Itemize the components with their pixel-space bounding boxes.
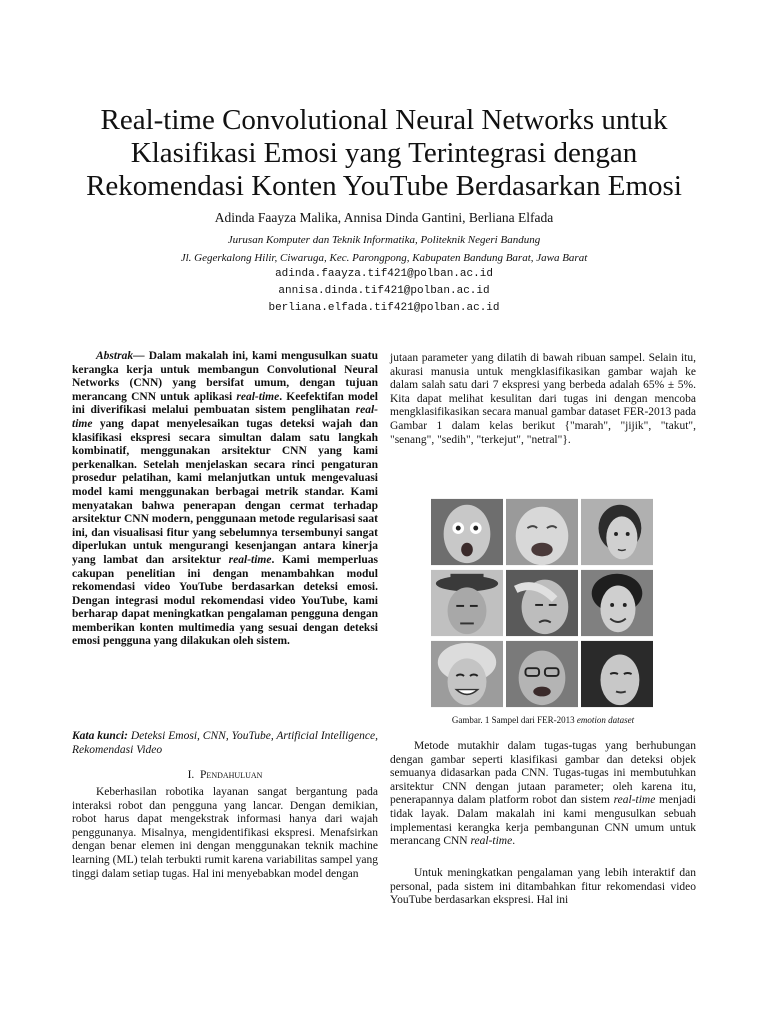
face-angry-man-icon: [506, 640, 578, 708]
affiliation-line-2: Jl. Gegerkalong Hilir, Ciwaruga, Kec. Parongpong, Kabupaten Bandung Barat, Jawa Barat: [180, 252, 588, 264]
right-p2-em-1: real-time: [613, 794, 656, 807]
right-paragraph-3-text: Untuk meningkatkan pengalaman yang lebih interaktif dan personal, pada sistem ini ditambahkan fitur rekomendasi video YouTube berdasarkan ekspresi. Hal ini: [390, 867, 696, 907]
abstract-text-1: Dalam makalah ini, kami mengusulkan suatu kerangka kerja untuk membangun Convolutional Neural Networks (CNN) yang bersifat umum, dengan tujuan merancang CNN untuk aplikasi: [72, 350, 378, 403]
author-list: Adinda Faayza Malika, Annisa Dinda Gantini, Berliana Elfada: [214, 210, 554, 225]
face-laughing-woman-icon: [431, 640, 503, 708]
face-image-9: [581, 640, 653, 708]
abstract: [72, 350, 378, 649]
right-paragraph-2: [390, 740, 696, 849]
paper-title: [40, 104, 728, 203]
face-image-5: [506, 569, 578, 637]
caption-text: Gambar. 1 Sampel dari FER-2013: [451, 715, 577, 725]
title-line-1: Real-time Convolutional Neural Networks untuk: [100, 104, 668, 136]
abstract-em-3: real-time: [228, 553, 272, 566]
face-image-2: [506, 498, 578, 566]
email-1[interactable]: adinda.faayza.tif421@polban.ac.id: [275, 268, 493, 280]
affiliation-line-1: Jurusan Komputer dan Teknik Informatika, Politeknik Negeri Bandung: [227, 234, 541, 246]
face-image-1: [431, 498, 503, 566]
face-man-hat-icon: [431, 569, 503, 637]
face-distressed-icon: [506, 569, 578, 637]
face-woman-icon: [581, 498, 653, 566]
face-image-7: [431, 640, 503, 708]
email-3[interactable]: berliana.elfada.tif421@polban.ac.id: [268, 302, 500, 314]
face-image-8: [506, 640, 578, 708]
face-image-6: [581, 569, 653, 637]
right-p2-text-3: .: [512, 835, 516, 848]
right-p2-text-2: menjadi tidak layak. Dalam makalah ini kami mengusulkan sebuah implementasi kerangka kerja pembangunan CNN umum untuk merancang CNN: [390, 794, 696, 848]
keywords: [72, 730, 378, 757]
face-smiling-woman-icon: [581, 569, 653, 637]
face-dark-hair-woman-icon: [581, 640, 653, 708]
keywords-text: Deteksi Emosi, CNN, YouTube, Artificial Intelligence, Rekomendasi Video: [72, 730, 378, 756]
right-paragraph-1-text: jutaan parameter yang dilatih di bawah ribuan sampel. Selain itu, akurasi manusia untuk mengklasifikasikan gambar wajah ke dalam salah satu dari 7 ekspresi yang berbeda adalah 65% ± 5%. Kita dapat melihat kesulitan dari tugas ini dengan mencoba mengklasifikasikan secara manual gambar dataset FER-2013 pada Gambar 1 dalam kelas berikut {"marah", "jijik", "takut", "senang", "sedih", "terkejut", "netral"}.: [390, 352, 696, 446]
section-name: Pendahuluan: [200, 769, 263, 781]
section-number: I.: [187, 769, 195, 781]
title-line-3: Rekomendasi Konten YouTube Berdasarkan Emosi: [86, 170, 682, 202]
abstract-text-3: yang dapat menyelesaikan tugas deteksi wajah dan klasifikasi ekspresi secara simultan dalam satu langkah kombinatif, menggunakan arsitektur CNN yang kami perkenalkan. Setelah menjelaskan secara rinci pengaturan prosedur pelatihan, kami melanjutkan untuk mengevaluasi model kami menggunakan berbagai metrik standar. Kami menyatakan bahwa penerapan dengan cermat terhadap arsitektur CNN modern, penggunaan metode regularisasi saat ini, dan visualisasi fitur yang sebelumnya tersembunyi sangat diperlukan untuk mengurangi kesenjangan antara kinerja yang lambat dan arsitektur: [72, 417, 378, 566]
abstract-text-2: . Keefektifan model ini diverifikasi melalui pembuatan sistem penglihatan: [72, 390, 378, 417]
intro-paragraph: [72, 786, 378, 881]
face-image-3: [581, 498, 653, 566]
right-paragraph-1: [390, 352, 696, 447]
right-paragraph-3: [390, 867, 696, 908]
abstract-em-1: real-time: [236, 390, 280, 403]
section-heading-introduction: [72, 769, 378, 781]
caption-em: emotion dataset: [576, 715, 635, 725]
title-line-2: Klasifikasi Emosi yang Terintegrasi dengan: [130, 137, 638, 169]
face-crying-baby-icon: [506, 498, 578, 566]
figure-caption: [390, 715, 696, 725]
keywords-label: Kata kunci:: [72, 730, 128, 742]
face-surprised-icon: [431, 498, 503, 566]
abstract-em-2: real-time: [72, 404, 378, 430]
face-image-4: [431, 569, 503, 637]
abstract-label: Abstrak—: [96, 350, 145, 362]
figure-emotion-samples: [431, 498, 653, 708]
intro-text: Keberhasilan robotika layanan sangat bergantung pada interaksi robot dan pengguna yang lancar. Dengan demikian, robot harus dapat mengekstrak informasi hanya dari wajah penggunanya. Misalnya, mengidentifikasi ekspresi. Menafsirkan dengan benar elemen ini dengan menggunakan teknik machine learning (ML) telah terbukti rumit karena variabilitas sampel yang tinggi dalam setiap tugas. Hal ini menyebabkan model dengan: [72, 786, 378, 880]
email-2[interactable]: annisa.dinda.tif421@polban.ac.id: [278, 285, 490, 297]
abstract-text-4: . Kami memperluas cakupan penelitian ini dengan menambahkan modul rekomendasi video YouTube berdasarkan deteksi emosi. Dengan integrasi modul rekomendasi video YouTube, kami berharap dapat meningkatkan pengalaman pengguna dengan memberikan konten multimedia yang sesuai dengan deteksi emosi pengguna yang dilakukan oleh sistem.: [72, 553, 378, 648]
right-p2-text-1: Metode mutakhir dalam tugas-tugas yang berhubungan dengan gambar seperti klasifikasi gambar dan deteksi objek semuanya didasarkan pada CNN. Tugas-tugas ini membutuhkan arsitektur CNN dengan jutaan parameter; oleh karena itu, penerapannya dalam platform robot dan sistem: [390, 740, 696, 807]
right-p2-em-2: real-time: [470, 835, 513, 848]
